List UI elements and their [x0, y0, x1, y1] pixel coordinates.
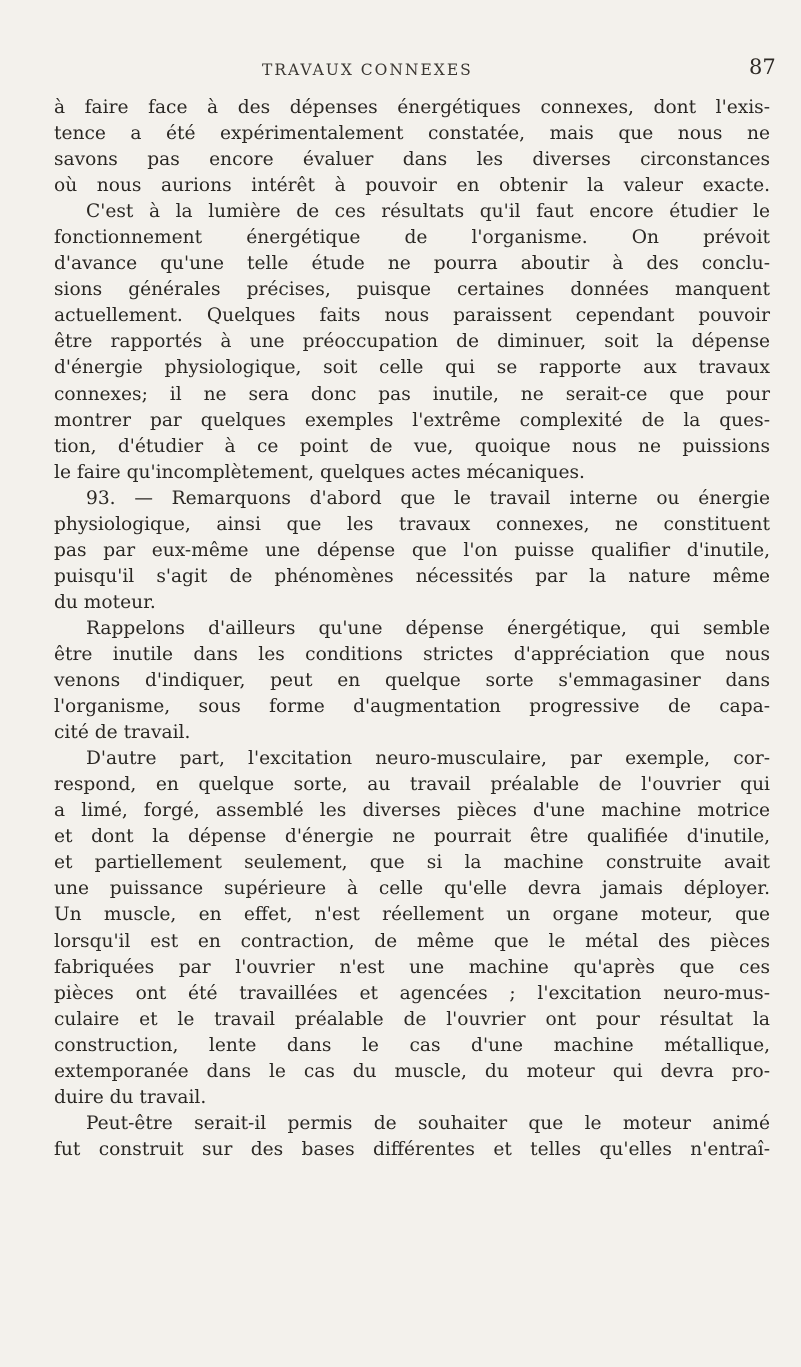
text-line: être inutile dans les conditions strictes d'appréciation que nous: [54, 643, 770, 665]
text-line: 93. — Remarquons d'abord que le travail interne ou énergie: [86, 487, 770, 509]
text-line: venons d'indiquer, peut en quelque sorte s'emmagasiner dans: [54, 670, 770, 692]
text-line: Un muscle, en effet, n'est réellement un organe moteur, que: [54, 904, 770, 926]
text-line: connexes; il ne sera donc pas inutile, ne serait-ce que pour: [54, 383, 770, 405]
text-line: D'autre part, l'excitation neuro-musculaire, par exemple, cor-: [86, 748, 770, 770]
text-line: physiologique, ainsi que les travaux connexes, ne constituent: [54, 513, 770, 535]
text-line: savons pas encore évaluer dans les diverses circonstances: [54, 149, 770, 171]
text-line: lorsqu'il est en contraction, de même que le métal des pièces: [54, 930, 770, 952]
text-line: fabriquées par l'ouvrier n'est une machine qu'après que ces: [54, 956, 770, 978]
text-line: d'avance qu'une telle étude ne pourra aboutir à des conclu-: [54, 253, 770, 275]
text-line: montrer par quelques exemples l'extrême complexité de la ques-: [54, 409, 770, 431]
text-line: respond, en quelque sorte, au travail préalable de l'ouvrier qui: [54, 774, 770, 796]
text-line: actuellement. Quelques faits nous paraissent cependant pouvoir: [54, 305, 770, 327]
running-head: [0, 55, 801, 87]
body-text: [54, 95, 770, 1163]
text-line: d'énergie physiologique, soit celle qui se rapporte aux travaux: [54, 357, 770, 379]
text-line: une puissance supérieure à celle qu'elle devra jamais déployer.: [54, 878, 770, 900]
text-line: où nous aurions intérêt à pouvoir en obtenir la valeur exacte.: [54, 175, 770, 197]
text-line: duire du travail.: [54, 1086, 207, 1108]
text-line: tion, d'étudier à ce point de vue, quoique nous ne puissions: [54, 435, 770, 457]
text-line: fonctionnement énergétique de l'organisme. On prévoit: [54, 227, 770, 249]
text-line: extemporanée dans le cas du muscle, du moteur qui devra pro-: [54, 1060, 770, 1082]
text-line: construction, lente dans le cas d'une machine métallique,: [54, 1034, 770, 1056]
text-line: sions générales précises, puisque certaines données manquent: [54, 279, 770, 301]
text-line: pièces ont été travaillées et agencées ; l'excitation neuro-mus-: [54, 982, 770, 1004]
text-line: être rapportés à une préoccupation de diminuer, soit la dépense: [54, 331, 770, 353]
text-line: Peut-être serait-il permis de souhaiter que le moteur animé: [86, 1112, 770, 1134]
page-number: 87: [749, 55, 776, 79]
text-line: puisqu'il s'agit de phénomènes nécessités par la nature même: [54, 565, 770, 587]
text-line: a limé, forgé, assemblé les diverses pièces d'une machine motrice: [54, 800, 770, 822]
text-line: et partiellement seulement, que si la machine construite avait: [54, 852, 770, 874]
text-line: Rappelons d'ailleurs qu'une dépense énergétique, qui semble: [86, 617, 770, 639]
text-line: le faire qu'incomplètement, quelques actes mécaniques.: [54, 461, 585, 483]
text-line: à faire face à des dépenses énergétiques connexes, dont l'exis-: [54, 97, 770, 118]
text-line: culaire et le travail préalable de l'ouvrier ont pour résultat la: [54, 1008, 770, 1030]
text-line: tence a été expérimentalement constatée, mais que nous ne: [54, 123, 770, 145]
text-line: cité de travail.: [54, 722, 191, 744]
text-line: et dont la dépense d'énergie ne pourrait être qualifiée d'inutile,: [54, 826, 770, 848]
running-head-title: TRAVAUX CONNEXES: [262, 61, 473, 79]
text-line: fut construit sur des bases différentes et telles qu'elles n'entraî-: [54, 1138, 770, 1160]
text-line: C'est à la lumière de ces résultats qu'il faut encore étudier le: [86, 201, 770, 223]
text-line: du moteur.: [54, 591, 156, 613]
text-line: l'organisme, sous forme d'augmentation progressive de capa-: [54, 696, 770, 718]
text-line: pas par eux-même une dépense que l'on puisse qualifier d'inutile,: [54, 539, 770, 561]
